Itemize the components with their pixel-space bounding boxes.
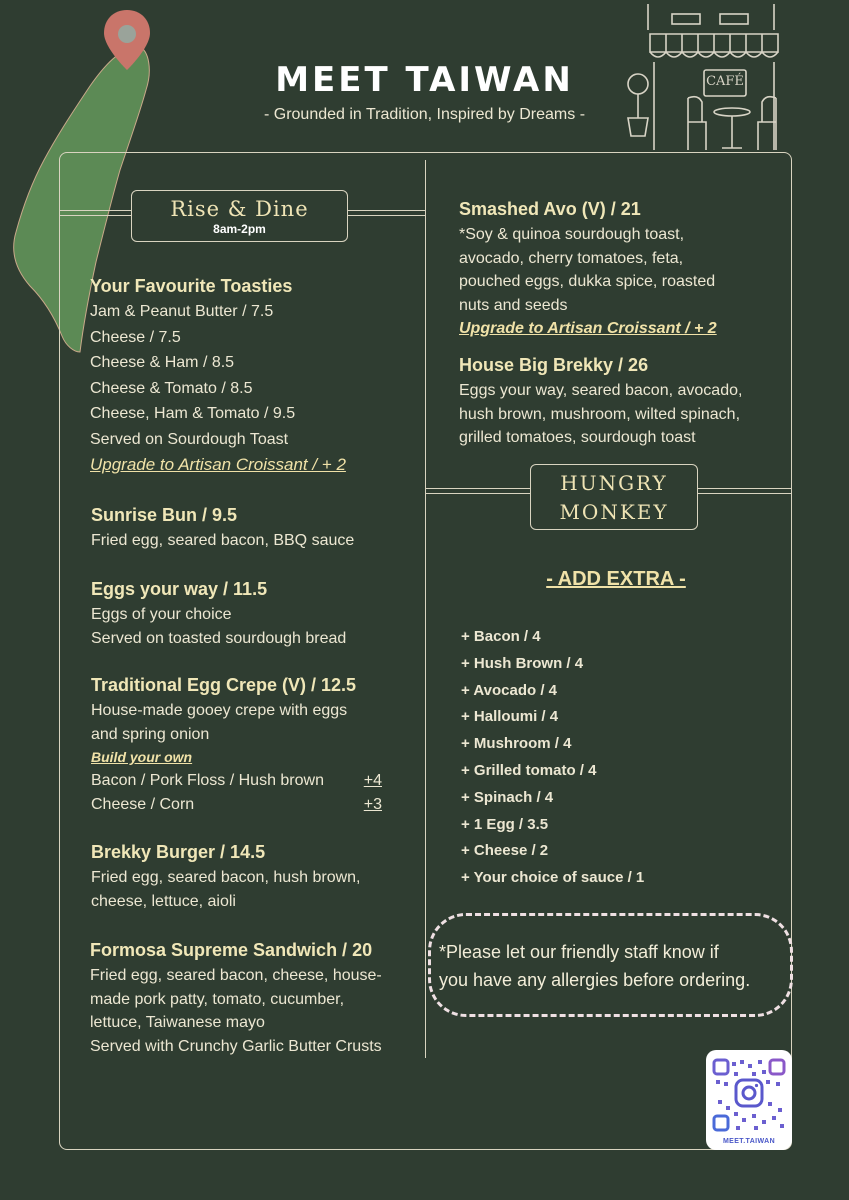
notice-line: you have any allergies before ordering.	[439, 970, 751, 990]
crepe-option-price: +3	[363, 795, 382, 813]
item-line: cheese, lettuce, aioli	[91, 892, 236, 910]
instagram-icon	[736, 1080, 762, 1106]
crepe-option-name: Cheese / Corn	[91, 795, 195, 813]
hungry-monkey-badge	[530, 464, 698, 530]
list-item: + Mushroom / 4	[461, 735, 572, 753]
item-line: Fried egg, seared bacon, cheese, house-	[90, 967, 382, 984]
item-line: Served on Sourdough Toast	[90, 430, 289, 448]
item-line: Eggs your way, seared bacon, avocado,	[459, 382, 743, 399]
divider-left	[60, 210, 132, 216]
smashed-avo-section	[459, 199, 717, 341]
item-heading: Your Favourite Toasties	[90, 276, 293, 296]
brekky-burger-section	[91, 842, 361, 913]
list-item: + Your choice of sauce / 1	[461, 869, 645, 887]
crepe-option-price: +4	[363, 772, 382, 789]
item-line: nuts and seeds	[459, 296, 568, 314]
item-line: Cheese, Ham & Tomato / 9.5	[90, 405, 296, 422]
divider-left-2	[348, 210, 425, 216]
qr-label: MEET.TAIWAN	[722, 1138, 776, 1145]
item-line: hush brown, mushroom, wilted spinach,	[459, 405, 741, 423]
big-brekky-section	[459, 355, 742, 450]
item-line: avocado, cherry tomatoes, feta,	[459, 249, 684, 267]
column-divider	[425, 160, 426, 1058]
item-line: Served with Crunchy Garlic Butter Crusts	[90, 1037, 382, 1055]
badge-line: HUNGRY	[560, 471, 668, 495]
divider-right-2	[698, 488, 791, 494]
section-title: Rise & Dine	[170, 197, 309, 221]
crepe-option-name: Bacon / Pork Floss / Hush brown	[91, 772, 324, 789]
item-line: *Soy & quinoa sourdough toast,	[459, 226, 685, 243]
item-heading: Smashed Avo (V) / 21	[459, 199, 641, 219]
instagram-qr-code[interactable]	[706, 1050, 792, 1150]
sunrise-bun-section	[91, 505, 354, 553]
build-your-own-label: Build your own	[91, 749, 193, 765]
item-line: Served on toasted sourdough bread	[91, 629, 347, 647]
add-extra-heading: - ADD EXTRA -	[546, 568, 686, 590]
list-item: + Avocado / 4	[461, 681, 558, 699]
list-item: + Cheese / 2	[461, 842, 549, 860]
item-heading: Formosa Supreme Sandwich / 20	[90, 940, 373, 960]
item-line: Fried egg, seared bacon, hush brown,	[91, 869, 361, 886]
list-item: + Halloumi / 4	[461, 708, 559, 726]
item-line: Jam & Peanut Butter / 7.5	[90, 303, 274, 320]
allergy-notice	[428, 913, 793, 1017]
section-hours: 8am-2pm	[213, 222, 266, 236]
cafe-sign-text: CAFÉ	[706, 74, 744, 89]
item-line: pouched eggs, dukka spice, roasted	[459, 273, 716, 290]
item-line: Cheese / 7.5	[90, 328, 181, 346]
item-heading: House Big Brekky / 26	[459, 355, 649, 375]
notice-line: *Please let our friendly staff know if	[439, 942, 719, 962]
formosa-sandwich-section	[90, 940, 382, 1058]
add-extra-list	[461, 624, 644, 892]
qr-pattern	[706, 1050, 792, 1136]
list-item: + Bacon / 4	[461, 628, 541, 645]
badge-line: MONKEY	[559, 500, 669, 524]
item-line: Cheese & Tomato / 8.5	[90, 379, 253, 397]
list-item: + 1 Egg / 3.5	[461, 815, 549, 833]
list-item: + Spinach / 4	[461, 788, 554, 806]
toasties-section	[90, 274, 346, 475]
list-item: + Hush Brown / 4	[461, 654, 584, 672]
item-heading: Eggs your way / 11.5	[91, 579, 268, 599]
eggs-your-way-section	[91, 579, 346, 650]
item-line: Eggs of your choice	[91, 606, 232, 623]
item-line: lettuce, Taiwanese mayo	[90, 1014, 265, 1031]
item-line: Cheese & Ham / 8.5	[90, 354, 235, 371]
upgrade-note: Upgrade to Artisan Croissant / + 2	[90, 455, 346, 474]
item-heading: Brekky Burger / 14.5	[91, 842, 266, 862]
item-line: grilled tomatoes, sourdough toast	[459, 429, 696, 446]
rise-and-dine-badge	[131, 190, 348, 242]
item-heading: Sunrise Bun / 9.5	[91, 505, 238, 525]
page-subtitle: - Grounded in Tradition, Inspired by Dreams -	[263, 106, 586, 123]
item-line: made pork patty, tomato, cucumber,	[90, 990, 345, 1008]
list-item: + Grilled tomato / 4	[461, 761, 597, 779]
divider-right	[426, 488, 530, 494]
egg-crepe-section	[91, 675, 391, 816]
item-line: and spring onion	[91, 725, 210, 743]
upgrade-note: Upgrade to Artisan Croissant / + 2	[459, 320, 717, 337]
item-line: Fried egg, seared bacon, BBQ sauce	[91, 532, 355, 549]
item-heading: Traditional Egg Crepe (V) / 12.5	[91, 675, 357, 695]
item-line: House-made gooey crepe with eggs	[91, 702, 348, 719]
page-title: MEET TAIWAN	[275, 60, 574, 100]
